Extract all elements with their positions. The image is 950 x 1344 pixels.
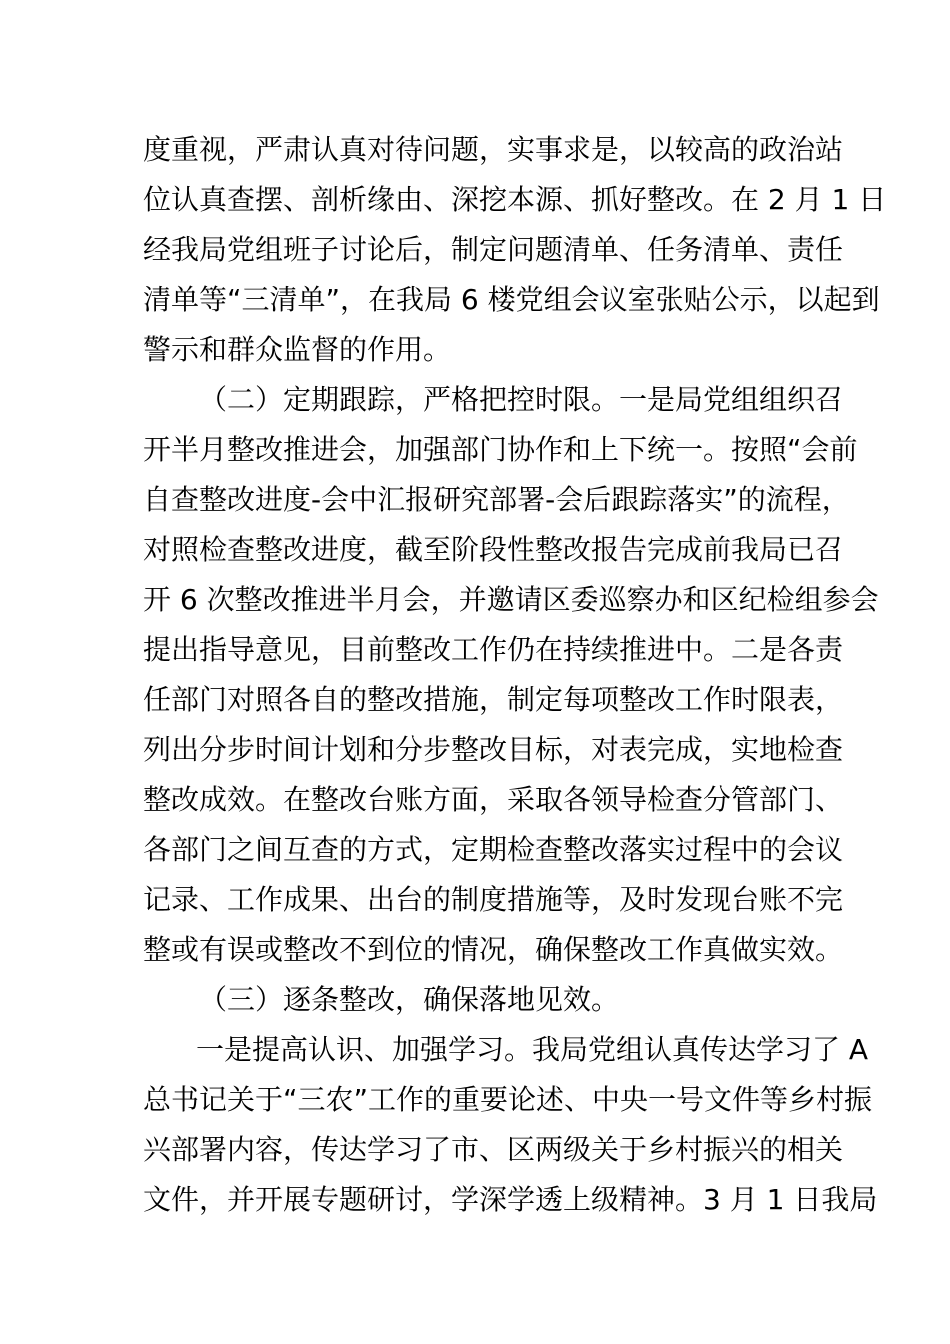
paragraph-line: 兴部署内容，传达学习了市、区两级关于乡村振兴的相关 <box>143 1133 844 1166</box>
paragraph-line: 总书记关于“三农”工作的重要论述、中央一号文件等乡村振 <box>143 1083 873 1116</box>
paragraph-line: 自查整改进度-会中汇报研究部署-会后跟踪落实”的流程， <box>143 483 850 516</box>
paragraph-line: 开 6 次整改推进半月会，并邀请区委巡察办和区纪检组参会 <box>143 583 879 616</box>
paragraph-line: 各部门之间互查的方式，定期检查整改落实过程中的会议 <box>143 833 844 866</box>
paragraph-line: 清单等“三清单”，在我局 6 楼党组会议室张贴公示，以起到 <box>143 283 880 316</box>
paragraph-line: 整改成效。在整改台账方面，采取各领导检查分管部门、 <box>143 783 844 816</box>
paragraph-line: 开半月整改推进会，加强部门协作和上下统一。按照“会前 <box>143 433 858 466</box>
section-heading-2: （二）定期跟踪，严格把控时限。一是局党组组织召 <box>199 383 844 416</box>
paragraph-line: 提出指导意见，目前整改工作仍在持续推进中。二是各责 <box>143 633 844 666</box>
paragraph-line: 经我局党组班子讨论后，制定问题清单、任务清单、责任 <box>143 233 844 266</box>
paragraph-line: 度重视，严肃认真对待问题，实事求是，以较高的政治站 <box>143 133 844 166</box>
paragraph-line: 整或有误或整改不到位的情况，确保整改工作真做实效。 <box>143 933 844 966</box>
paragraph-line: 警示和群众监督的作用。 <box>143 333 452 366</box>
paragraph-line: 位认真查摆、剖析缘由、深挖本源、抓好整改。在 2 月 1 日 <box>143 183 887 216</box>
paragraph-line: 文件，并开展专题研讨，学深学透上级精神。3 月 1 日我局 <box>143 1183 878 1216</box>
paragraph-line: 记录、工作成果、出台的制度措施等，及时发现台账不完 <box>143 883 844 916</box>
paragraph-line: 列出分步时间计划和分步整改目标，对表完成，实地检查 <box>143 733 844 766</box>
section-heading-3: （三）逐条整改，确保落地见效。 <box>199 983 620 1016</box>
paragraph-line: 任部门对照各自的整改措施，制定每项整改工作时限表， <box>143 683 844 716</box>
paragraph-line: 一是提高认识、加强学习。我局党组认真传达学习了 A <box>196 1033 869 1066</box>
paragraph-line: 对照检查整改进度，截至阶段性整改报告完成前我局已召 <box>143 533 844 566</box>
